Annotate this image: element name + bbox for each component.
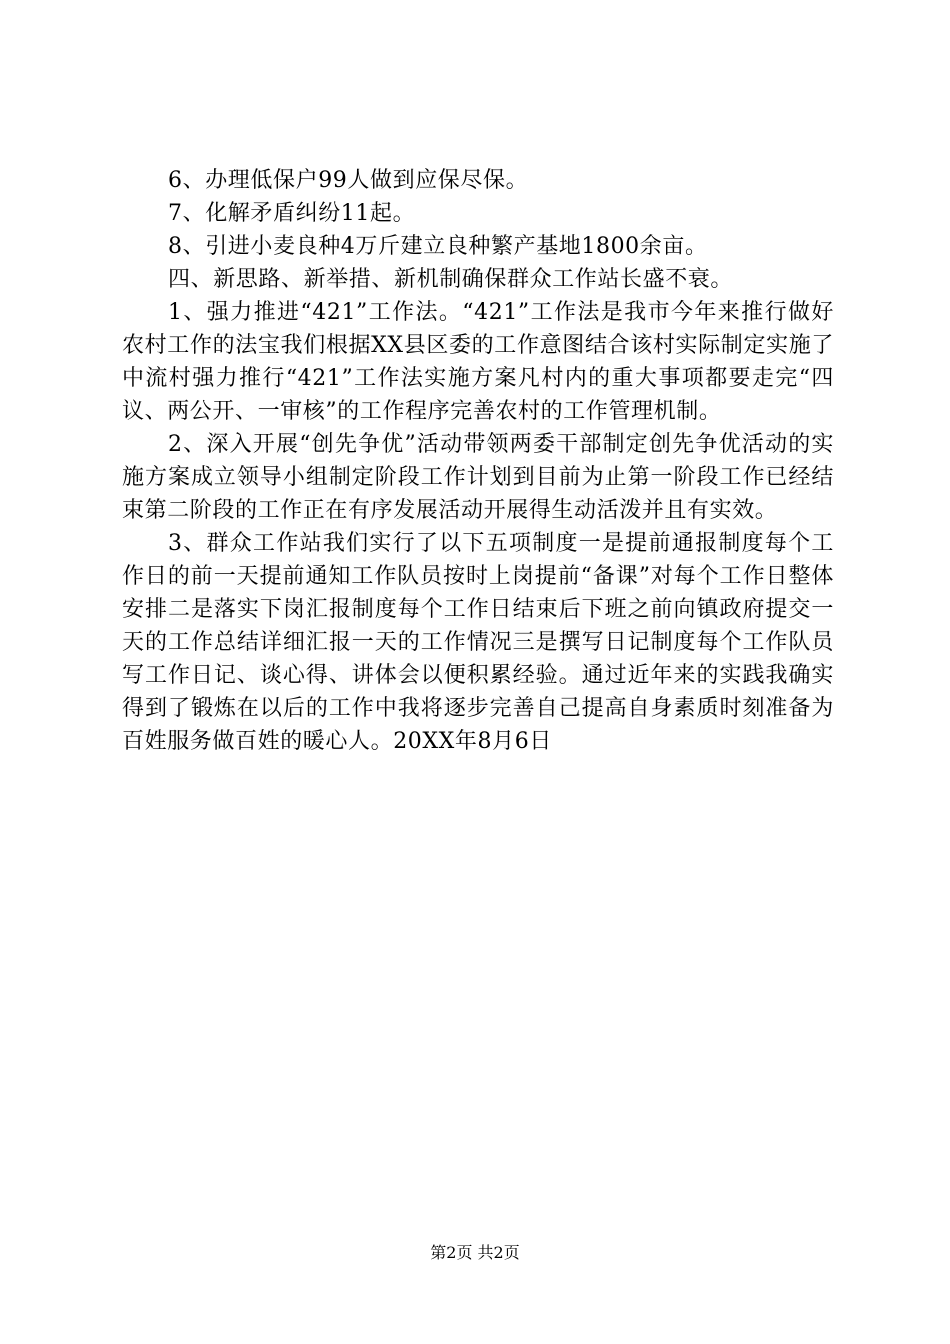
section-heading-4: 四、新思路、新举措、新机制确保群众工作站长盛不衰。 [168,267,734,292]
document-body [122,164,834,758]
page-number-footer: 第2页 共2页 [430,1243,520,1262]
paragraph-item-6: 6、办理低保户99人做到应保尽保。 [168,168,529,193]
paragraph-excellence-activity: 2、深入开展“创先争优”活动带领两委干部制定创先争优活动的实施方案成立领导小组制定阶段工作计划到目前为止第一阶段工作已经结束第二阶段的工作正在有序发展活动开展得生动活泼并且有实效。 [122,432,834,523]
paragraph-421-method: 1、强力推进“421”工作法。“421”工作法是我市今年来推行做好农村工作的法宝我们根据XX县区委的工作意图结合该村实际制定实施了中流村强力推行“421”工作法实施方案凡村内的重大事项都要走完“四议、两公开、一审核”的工作程序完善农村的工作管理机制。 [122,300,834,424]
paragraph-work-station-rules: 3、群众工作站我们实行了以下五项制度一是提前通报制度每个工作日的前一天提前通知工作队员按时上岗提前“备课”对每个工作日整体安排二是落实下岗汇报制度每个工作日结束后下班之前向镇政府提交一天的工作总结详细汇报一天的工作情况三是撰写日记制度每个工作队员写工作日记、谈心得、讲体会以便积累经验。通过近年来的实践我确实得到了锻炼在以后的工作中我将逐步完善自己提高自身素质时刻准备为百姓服务做百姓的暖心人。20XX年8月6日 [122,531,834,754]
paragraph-item-8: 8、引进小麦良种4万斤建立良种繁产基地1800余亩。 [168,234,708,259]
paragraph-item-7: 7、化解矛盾纠纷11起。 [168,201,416,226]
